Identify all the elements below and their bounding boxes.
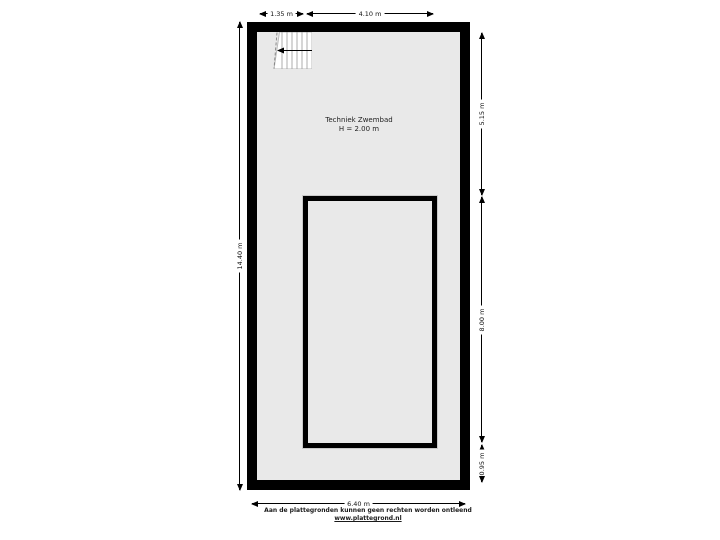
dimension-label-top-right: 4.10 m — [356, 9, 385, 19]
dimension-label-right-top: 5.15 m — [477, 100, 487, 129]
dimension-label-left: 14.40 m — [235, 239, 245, 272]
disclaimer-text: Aan de plattegronden kunnen geen rechten worden ontleend — [264, 507, 472, 514]
staircase-icon — [273, 32, 312, 69]
pool-basin-outline — [303, 196, 437, 448]
room-height-note: H = 2.00 m — [338, 125, 380, 133]
footer-website-link: www.plattegrond.nl — [334, 515, 402, 522]
dimension-line-right-top — [477, 33, 486, 195]
staircase-drawing — [273, 32, 312, 69]
dimension-label-top-left: 1.35 m — [267, 9, 296, 19]
dimension-label-right-bottom: 0.95 m — [477, 449, 487, 478]
dimension-line-right-middle — [477, 197, 486, 442]
dimension-line-top-left — [260, 9, 303, 18]
dimension-line-bottom — [252, 499, 465, 508]
dimension-line-right-bottom — [477, 445, 486, 482]
dimension-line-left — [235, 22, 244, 490]
room-label — [289, 116, 429, 134]
dimension-label-bottom: 6.40 m — [344, 499, 373, 509]
room-name: Techniek Zwembad — [325, 116, 393, 124]
dimension-line-top-right — [307, 9, 433, 18]
dimension-label-right-middle: 8.00 m — [477, 305, 487, 334]
footer-disclaimer — [264, 507, 472, 523]
